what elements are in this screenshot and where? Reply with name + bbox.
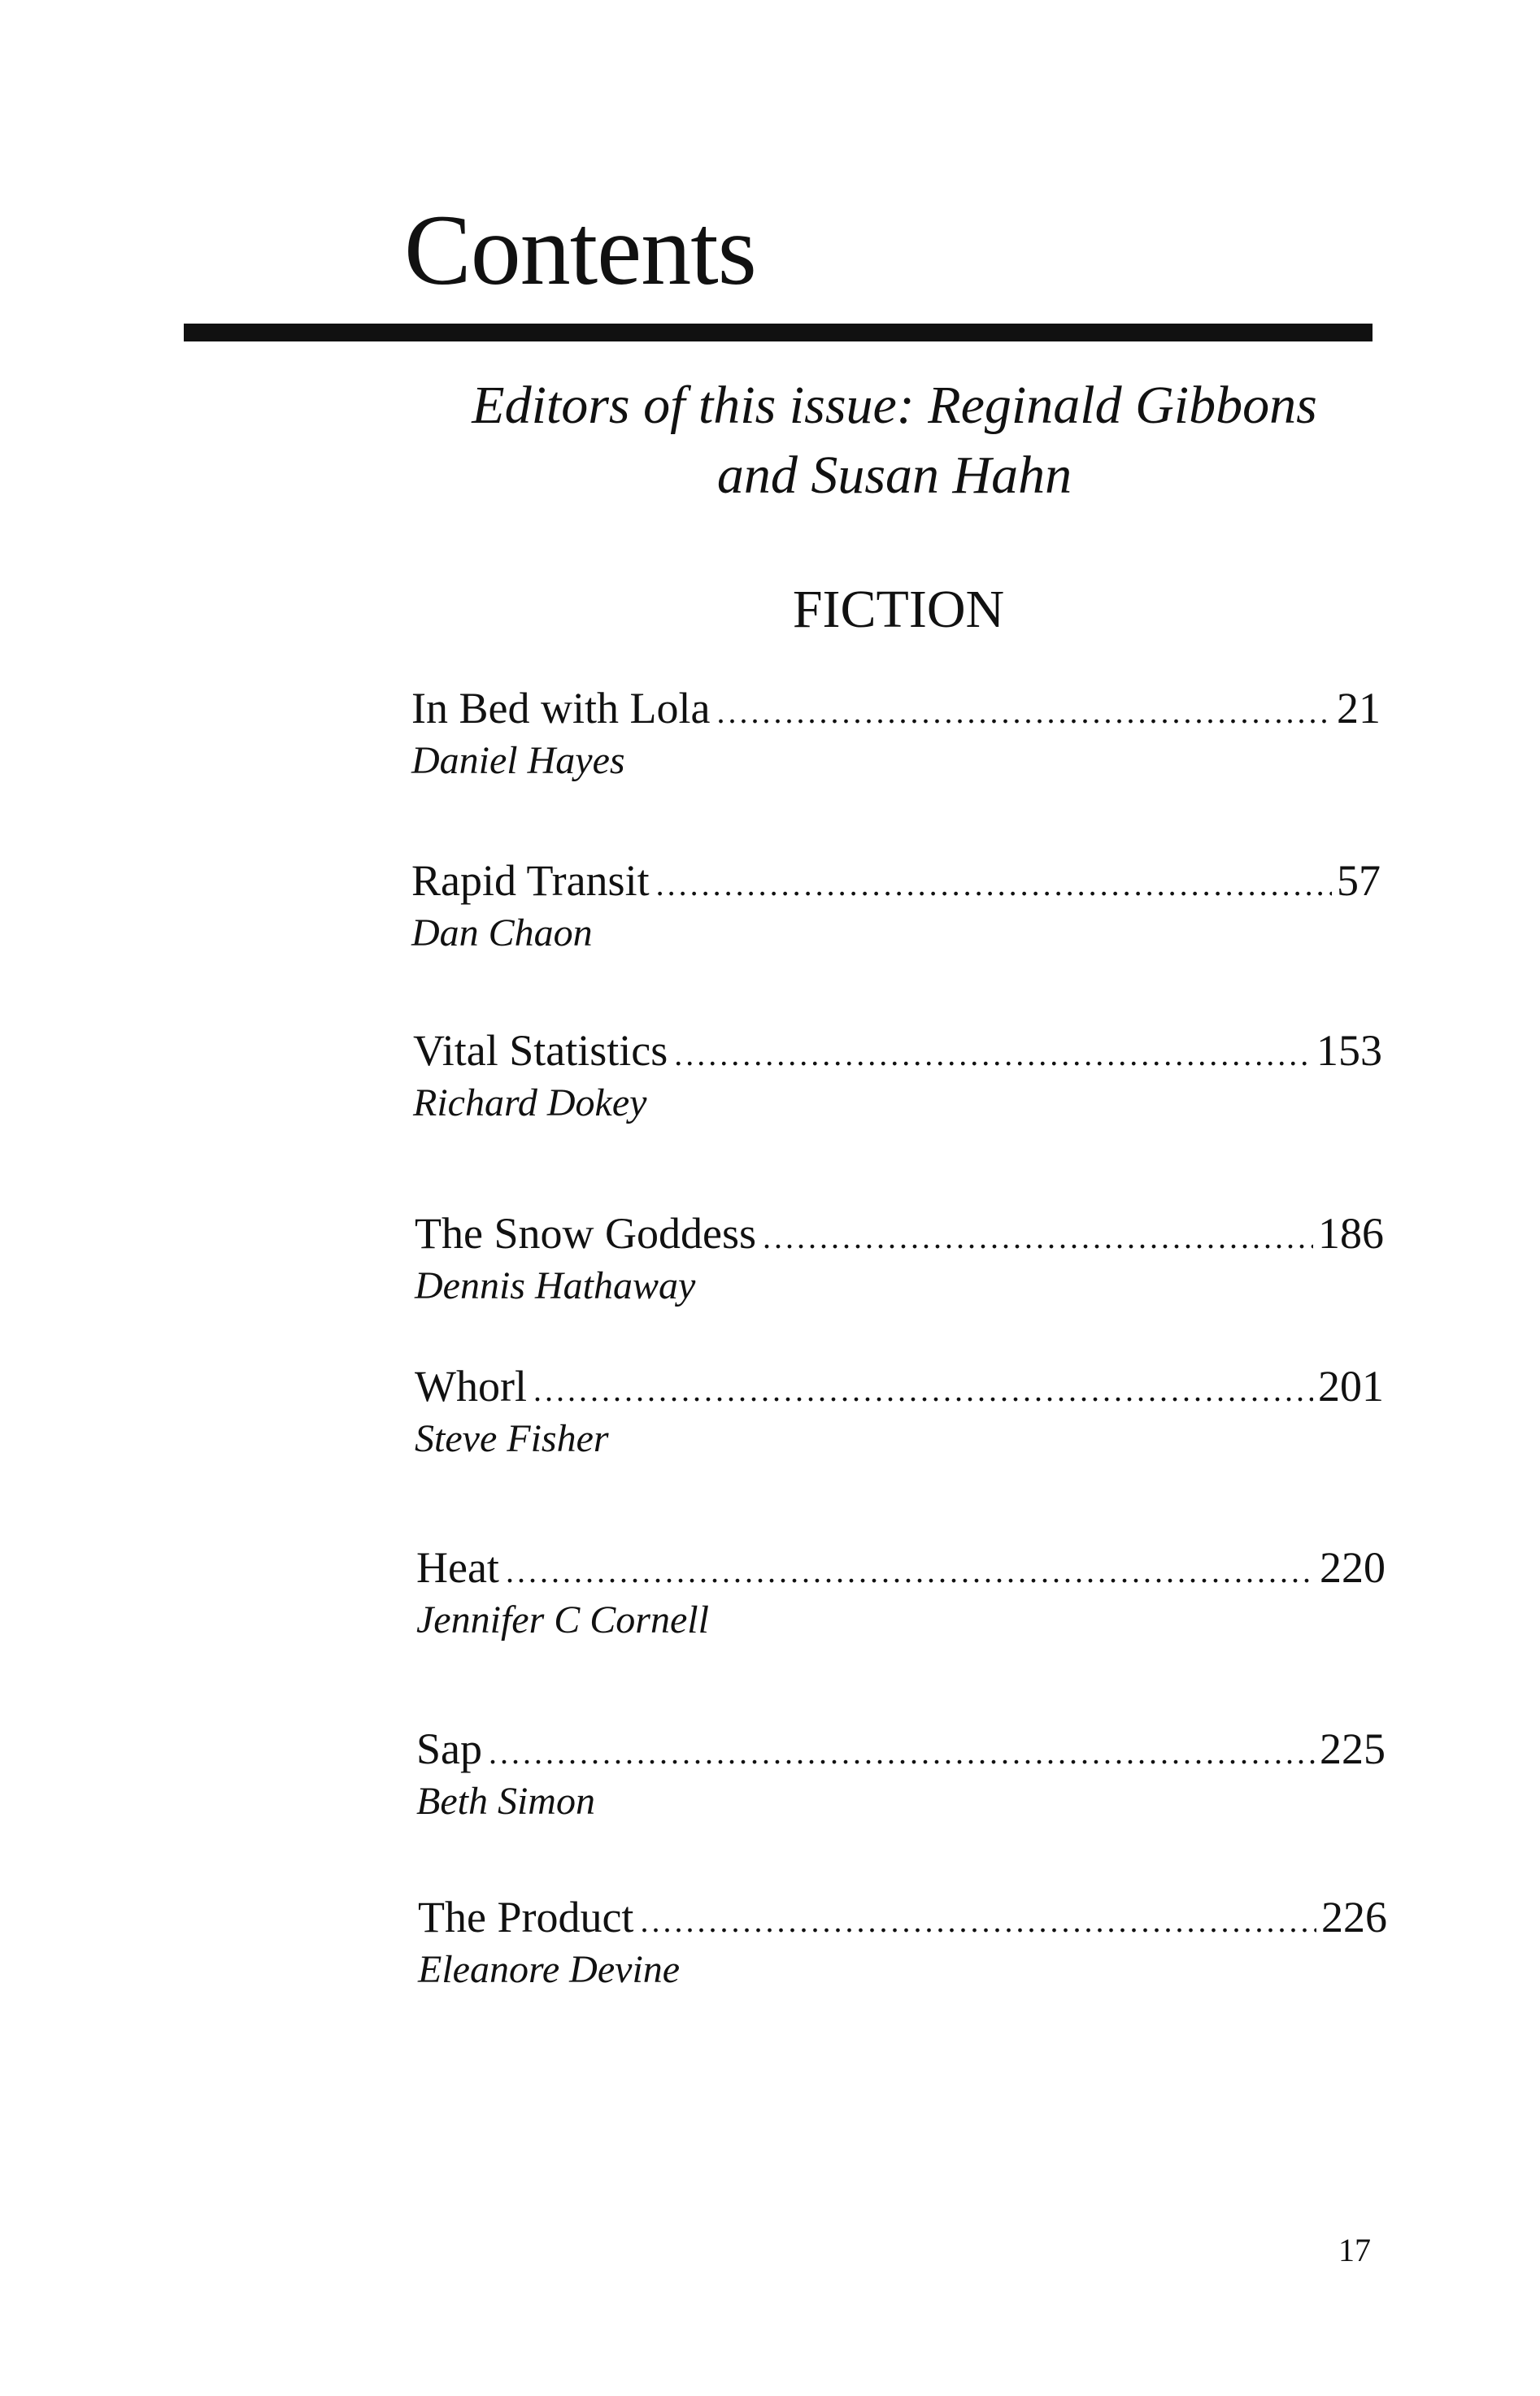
contents-entry[interactable] bbox=[416, 1724, 1386, 1826]
entry-title: The Snow Goddess bbox=[415, 1209, 756, 1258]
entry-title: In Bed with Lola bbox=[411, 684, 711, 733]
entry-page: 226 bbox=[1321, 1893, 1387, 1942]
dot-leader bbox=[489, 1729, 1315, 1777]
entry-author: Jennifer C Cornell bbox=[416, 1598, 709, 1642]
contents-entry[interactable] bbox=[415, 1362, 1384, 1463]
entry-page: 220 bbox=[1320, 1543, 1386, 1592]
entry-author: Daniel Hayes bbox=[411, 739, 625, 782]
entry-title: The Product bbox=[418, 1893, 634, 1942]
entry-title: Heat bbox=[416, 1543, 499, 1592]
entry-author: Eleanore Devine bbox=[418, 1948, 681, 1991]
dot-leader bbox=[674, 1030, 1312, 1079]
entry-page: 57 bbox=[1337, 856, 1381, 905]
editors-line-2: and Susan Hahn bbox=[716, 446, 1072, 505]
entry-author: Dennis Hathaway bbox=[415, 1264, 696, 1307]
editors-line-1: Editors of this issue: Reginald Gibbons bbox=[472, 376, 1317, 435]
entry-title: Sap bbox=[416, 1724, 482, 1773]
entry-author: Beth Simon bbox=[416, 1780, 595, 1823]
section-heading: FICTION bbox=[792, 580, 1005, 639]
contents-entry[interactable] bbox=[413, 1026, 1382, 1128]
contents-entry[interactable] bbox=[411, 856, 1381, 958]
dot-leader bbox=[640, 1897, 1316, 1946]
entry-page: 21 bbox=[1337, 684, 1381, 733]
entry-page: 225 bbox=[1320, 1724, 1386, 1773]
entry-author: Dan Chaon bbox=[411, 911, 593, 954]
contents-entry[interactable] bbox=[418, 1893, 1387, 1994]
dot-leader bbox=[506, 1547, 1315, 1596]
dot-leader bbox=[533, 1366, 1313, 1415]
entry-author: Steve Fisher bbox=[415, 1417, 609, 1460]
page-title: Contents bbox=[404, 194, 756, 306]
entry-page: 153 bbox=[1316, 1026, 1382, 1075]
entry-title: Rapid Transit bbox=[411, 856, 650, 905]
dot-leader bbox=[716, 688, 1332, 737]
entry-page: 186 bbox=[1318, 1209, 1384, 1258]
dot-leader bbox=[656, 860, 1332, 909]
contents-entry[interactable] bbox=[415, 1209, 1384, 1311]
entry-title: Whorl bbox=[415, 1362, 527, 1411]
dot-leader bbox=[763, 1213, 1313, 1262]
contents-entry[interactable] bbox=[411, 684, 1381, 785]
entry-page: 201 bbox=[1318, 1362, 1384, 1411]
contents-entry[interactable] bbox=[416, 1543, 1386, 1645]
page-number: 17 bbox=[1338, 2232, 1371, 2268]
entry-author: Richard Dokey bbox=[413, 1081, 647, 1124]
entry-title: Vital Statistics bbox=[413, 1026, 668, 1075]
